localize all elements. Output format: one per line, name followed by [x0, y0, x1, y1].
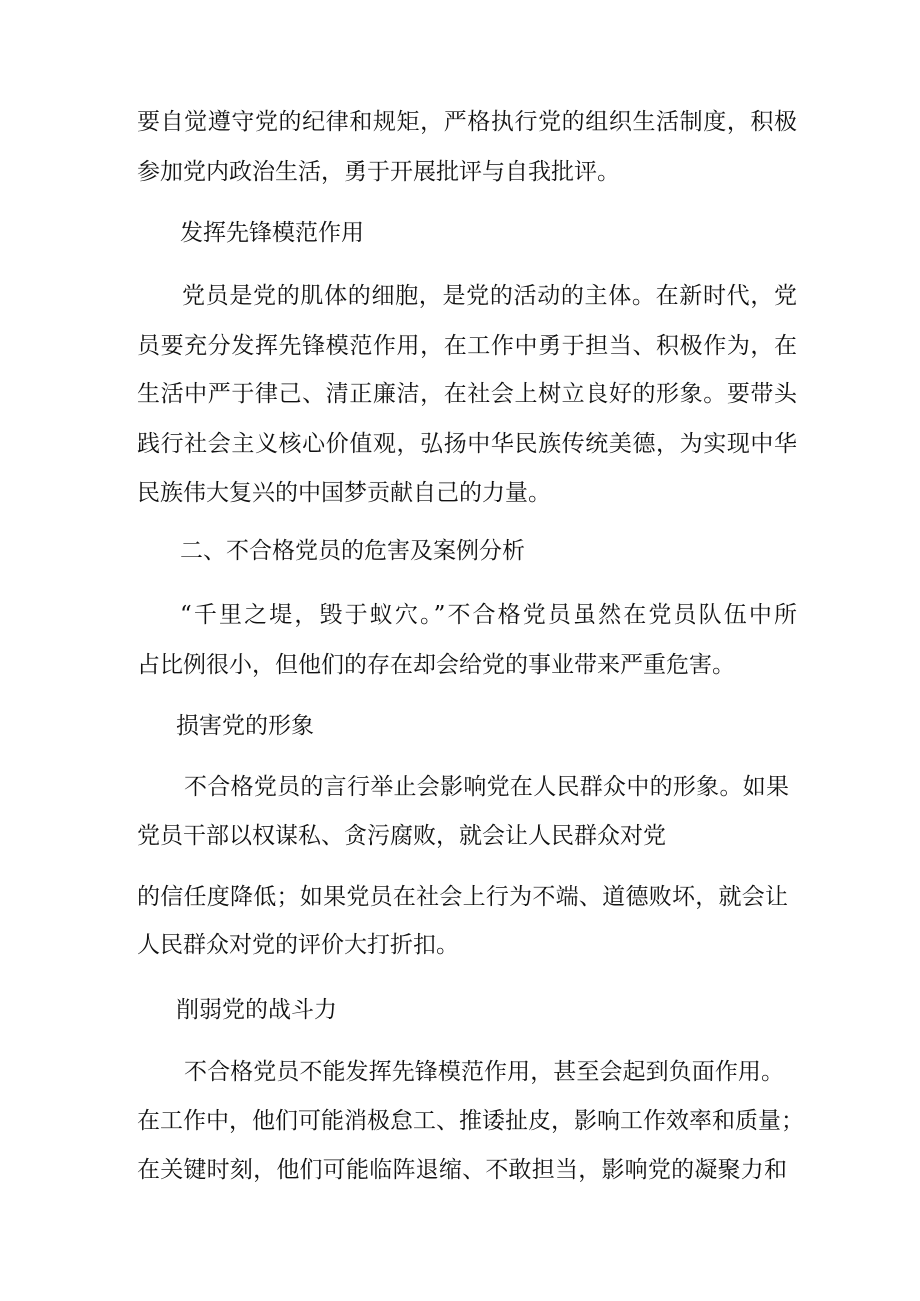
paragraph-line: 员要充分发挥先锋模范作用，在工作中勇于担当、积极作为，在: [137, 333, 797, 359]
paragraph-line: 党员是党的肌体的细胞，是党的活动的主体。在新时代，党: [182, 283, 797, 309]
paragraph-line: 践行社会主义核心价值观，弘扬中华民族传统美德，为实现中华: [137, 431, 797, 457]
paragraph-line: 人民群众对党的评价大打折扣。: [137, 932, 459, 958]
section-heading: 二、不合格党员的危害及案例分析: [180, 538, 525, 564]
paragraph-line: 占比例很小，但他们的存在却会给党的事业带来严重危害。: [137, 652, 735, 678]
paragraph-line: 的信任度降低；如果党员在社会上行为不端、道德败坏，就会让: [137, 884, 788, 910]
paragraph-line: 在工作中，他们可能消极怠工、推诿扯皮，影响工作效率和质量；: [137, 1108, 804, 1134]
paragraph-line: 不合格党员的言行举止会影响党在人民群众中的形象。如果: [184, 774, 789, 800]
paragraph-line: “千里之堤，毁于蚁穴。”不合格党员虽然在党员队伍中所: [180, 602, 797, 628]
section-heading: 发挥先锋模范作用: [180, 220, 364, 246]
paragraph-line: 参加党内政治生活，勇于开展批评与自我批评。: [137, 159, 620, 185]
section-heading: 削弱党的战斗力: [176, 997, 337, 1023]
paragraph-line: 民族伟大复兴的中国梦贡献自己的力量。: [137, 480, 551, 506]
paragraph-line: 党员干部以权谋私、贪污腐败，就会让人民群众对党: [137, 823, 666, 849]
paragraph-line: 在关键时刻，他们可能临阵退缩、不敢担当，影响党的凝聚力和: [137, 1157, 787, 1183]
paragraph-line: 生活中严于律己、清正廉洁，在社会上树立良好的形象。要带头: [137, 381, 797, 407]
paragraph-line: 要自觉遵守党的纪律和规矩，严格执行党的组织生活制度，积极: [137, 109, 797, 135]
section-heading: 损害党的形象: [176, 713, 314, 739]
paragraph-line: 不合格党员不能发挥先锋模范作用，甚至会起到负面作用。: [184, 1059, 784, 1085]
